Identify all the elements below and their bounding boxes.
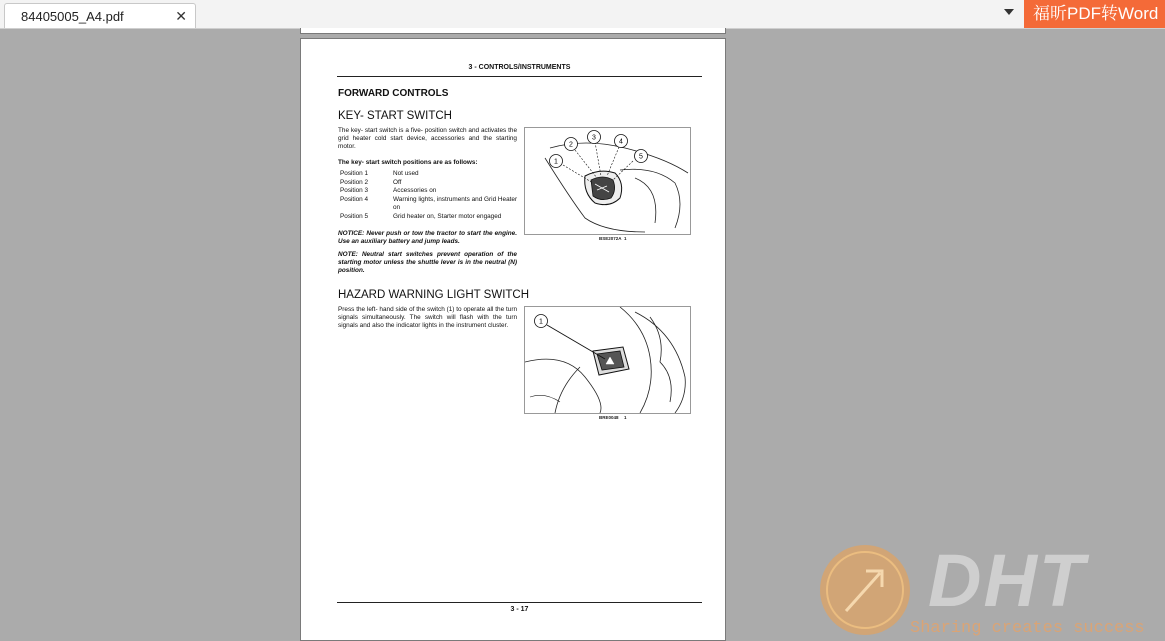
position-number: Position 4: [340, 196, 369, 203]
notice-text: NOTICE: Never push or tow the tractor to start the engine. Use an auxiliary battery and jump leads.: [338, 230, 517, 246]
figure-caption: BRE0048: [599, 415, 619, 420]
tab-list-dropdown-icon[interactable]: [1004, 9, 1014, 15]
position-desc: Warning lights, instruments and Grid Heater on: [393, 196, 518, 211]
watermark-slogan: Sharing creates success: [910, 619, 1145, 638]
position-number: Position 2: [340, 178, 369, 186]
watermark-logo-icon: [818, 543, 912, 637]
position-desc: Accessories on: [393, 187, 437, 194]
callout-1: 1: [554, 158, 558, 166]
figure-caption: BSE2072A: [599, 236, 622, 241]
callout-4: 4: [619, 138, 623, 146]
key-switch-illustration: [525, 128, 690, 234]
callout-1: 1: [539, 318, 543, 326]
hazard-heading: HAZARD WARNING LIGHT SWITCH: [338, 289, 530, 301]
hazard-switch-figure: [524, 306, 691, 414]
position-desc: Off: [393, 178, 402, 186]
note-text: NOTE: Neutral start switches prevent operation of the starting motor unless the shuttle lever is in the neutral (N) position.: [338, 251, 517, 275]
key-switch-figure: [524, 127, 691, 235]
position-number: Position 3: [340, 187, 369, 194]
callout-2: 2: [569, 141, 573, 149]
position-number: Position 1: [340, 170, 369, 177]
position-number: Position 5: [340, 213, 369, 220]
footer-rule: [337, 602, 702, 603]
key-start-intro: The key- start switch is a five- position switch and activates the grid heater cold start device, accessories and the starting motor.: [338, 127, 517, 151]
page-number: 3 - 17: [510, 606, 529, 613]
page-header: 3 - CONTROLS/INSTRUMENTS: [468, 64, 571, 71]
pdf-to-word-button[interactable]: 福昕PDF转Word: [1024, 0, 1165, 28]
document-tab[interactable]: [4, 3, 196, 28]
tab-bar: [0, 0, 1165, 29]
key-start-heading: KEY- START SWITCH: [338, 110, 452, 122]
callout-3: 3: [592, 134, 596, 142]
hazard-switch-illustration: [525, 307, 690, 413]
position-desc: Not used: [393, 170, 419, 177]
figure-number: 1: [624, 236, 627, 241]
previous-page-edge: [300, 28, 726, 34]
position-desc: Grid heater on, Starter motor engaged: [393, 213, 502, 220]
positions-heading: The key- start switch positions are as follows:: [338, 159, 478, 166]
section-title: FORWARD CONTROLS: [338, 88, 449, 99]
tab-title: 84405005_A4.pdf: [21, 9, 124, 24]
watermark-brand: DHT: [928, 539, 1087, 622]
header-rule: [337, 76, 702, 77]
close-icon[interactable]: ✕: [175, 8, 187, 24]
hazard-text: Press the left- hand side of the switch (1) to operate all the turn signals simultaneously. The switch will flash with the turn signals and also the indicator lights in the instrument cluster.: [338, 306, 517, 330]
figure-number: 1: [624, 415, 627, 420]
pdf-page: [300, 38, 726, 641]
callout-5: 5: [639, 153, 643, 161]
